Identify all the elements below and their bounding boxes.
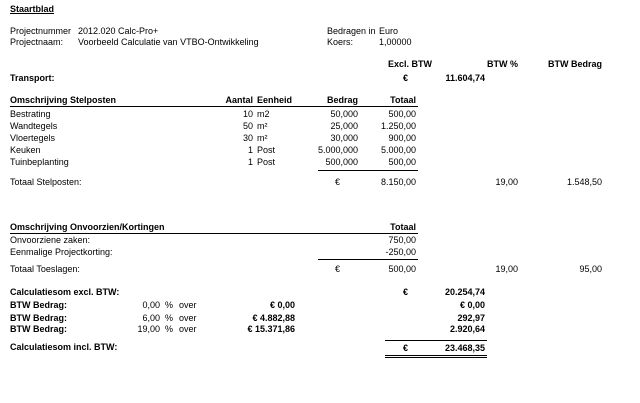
row-omschrijving: Bestrating: [10, 109, 51, 119]
calculatiesom-excl-label: Calculatiesom excl. BTW:: [10, 287, 120, 297]
row-aantal: 50: [242, 121, 253, 131]
row-aantal: 1: [247, 145, 253, 155]
onvoorzien-total-value: 500,00: [388, 264, 416, 274]
stelposten-total-label: Totaal Stelposten:: [10, 177, 82, 187]
incl-double-rule-1: [385, 355, 487, 356]
transport-label: Transport:: [10, 73, 55, 83]
row-bedrag: 25,000: [330, 121, 358, 131]
row-omschrijving: Keuken: [10, 145, 41, 155]
col-btw-pct: BTW %: [487, 59, 518, 69]
btw-row-pct: 6,00: [142, 313, 160, 323]
incl-top-rule: [385, 340, 487, 341]
col-btw-bedrag: BTW Bedrag: [548, 59, 602, 69]
onvoorzien-header-rule: [10, 233, 418, 234]
row-aantal: 10: [242, 109, 253, 119]
calculatiesom-excl-currency: €: [403, 287, 409, 297]
stelposten-total-btw-pct: 19,00: [495, 177, 518, 187]
row-eenheid: m²: [257, 121, 268, 131]
row-omschrijving: Tuinbeplanting: [10, 157, 69, 167]
btw-row-amount: 2.920,64: [449, 324, 485, 334]
row-omschrijving: Onvoorziene zaken:: [10, 235, 91, 245]
row-omschrijving: Vloertegels: [10, 133, 56, 143]
row-totaal: 500,00: [388, 109, 416, 119]
row-eenheid: Post: [257, 145, 276, 155]
row-totaal: 5.000,00: [380, 145, 416, 155]
onvoorzien-sum-rule: [318, 259, 418, 260]
btw-row-base: € 0,00: [269, 300, 295, 310]
btw-row-base: € 4.882,88: [252, 313, 295, 323]
btw-row-pct-sign: %: [165, 324, 174, 334]
btw-row-amount: € 0,00: [459, 300, 485, 310]
btw-row-pct-sign: %: [165, 313, 174, 323]
row-eenheid: Post: [257, 157, 276, 167]
btw-row-base: € 15.371,86: [247, 324, 295, 334]
stelposten-total-btw-bedrag: 1.548,50: [566, 177, 602, 187]
btw-row-label: BTW Bedrag:: [10, 300, 67, 310]
btw-row-over: over: [179, 313, 197, 323]
stelposten-header-bedrag: Bedrag: [326, 95, 358, 105]
calculatiesom-incl-value: 23.468,35: [444, 343, 485, 353]
onvoorzien-header-omschrijving: Omschrijving Onvoorzien/Kortingen: [10, 222, 165, 232]
stelposten-header-eenheid: Eenheid: [257, 95, 293, 105]
onvoorzien-total-btw-pct: 19,00: [495, 264, 518, 274]
btw-row-label: BTW Bedrag:: [10, 324, 67, 334]
row-totaal: 750,00: [388, 235, 416, 245]
koers-label: Koers:: [327, 37, 354, 47]
row-totaal: 900,00: [388, 133, 416, 143]
row-totaal: 1.250,00: [380, 121, 416, 131]
projectnummer-label: Projectnummer: [10, 26, 72, 36]
bedragen-label: Bedragen in: [327, 26, 376, 36]
page-title: Staartblad: [10, 4, 55, 14]
projectnaam-label: Projectnaam:: [10, 37, 64, 47]
row-bedrag: 50,000: [330, 109, 358, 119]
row-bedrag: 500,000: [325, 157, 358, 167]
stelposten-sum-rule: [318, 170, 418, 171]
onvoorzien-total-currency: €: [335, 264, 341, 274]
stelposten-header-aantal: Aantal: [225, 95, 253, 105]
row-aantal: 1: [247, 157, 253, 167]
row-bedrag: 5.000,000: [317, 145, 358, 155]
row-eenheid: m2: [257, 109, 270, 119]
projectnaam-value: Voorbeeld Calculatie van VTBO-Ontwikkeling: [78, 37, 259, 47]
transport-currency: €: [403, 73, 409, 83]
btw-row-over: over: [179, 324, 197, 334]
stelposten-total-value: 8.150,00: [380, 177, 416, 187]
row-omschrijving: Eenmalige Projectkorting:: [10, 247, 113, 257]
stelposten-header-rule: [10, 106, 418, 107]
stelposten-header-totaal: Totaal: [390, 95, 416, 105]
row-totaal: -250,00: [385, 247, 416, 257]
projectnummer-value: 2012.020 Calc-Pro+: [78, 26, 159, 36]
incl-double-rule-2: [385, 357, 487, 358]
row-bedrag: 30,000: [330, 133, 358, 143]
calculatiesom-excl-value: 20.254,74: [444, 287, 485, 297]
onvoorzien-total-label: Totaal Toeslagen:: [10, 264, 80, 274]
btw-row-pct-sign: %: [165, 300, 174, 310]
onvoorzien-total-btw-bedrag: 95,00: [579, 264, 602, 274]
transport-value: 11.604,74: [445, 73, 485, 83]
btw-row-over: over: [179, 300, 197, 310]
btw-row-amount: 292,97: [457, 313, 485, 323]
koers-value: 1,00000: [379, 37, 412, 47]
bedragen-value: Euro: [379, 26, 399, 36]
row-eenheid: m²: [257, 133, 268, 143]
btw-row-label: BTW Bedrag:: [10, 313, 67, 323]
btw-row-pct: 19,00: [137, 324, 160, 334]
row-aantal: 30: [242, 133, 253, 143]
onvoorzien-header-totaal: Totaal: [390, 222, 416, 232]
calculatiesom-incl-currency: €: [403, 343, 409, 353]
btw-row-pct: 0,00: [142, 300, 160, 310]
row-totaal: 500,00: [388, 157, 416, 167]
col-excl-btw: Excl. BTW: [387, 59, 432, 69]
stelposten-total-currency: €: [335, 177, 341, 187]
stelposten-header-omschrijving: Omschrijving Stelposten: [10, 95, 117, 105]
calculatiesom-incl-label: Calculatiesom incl. BTW:: [10, 342, 118, 352]
row-omschrijving: Wandtegels: [10, 121, 58, 131]
